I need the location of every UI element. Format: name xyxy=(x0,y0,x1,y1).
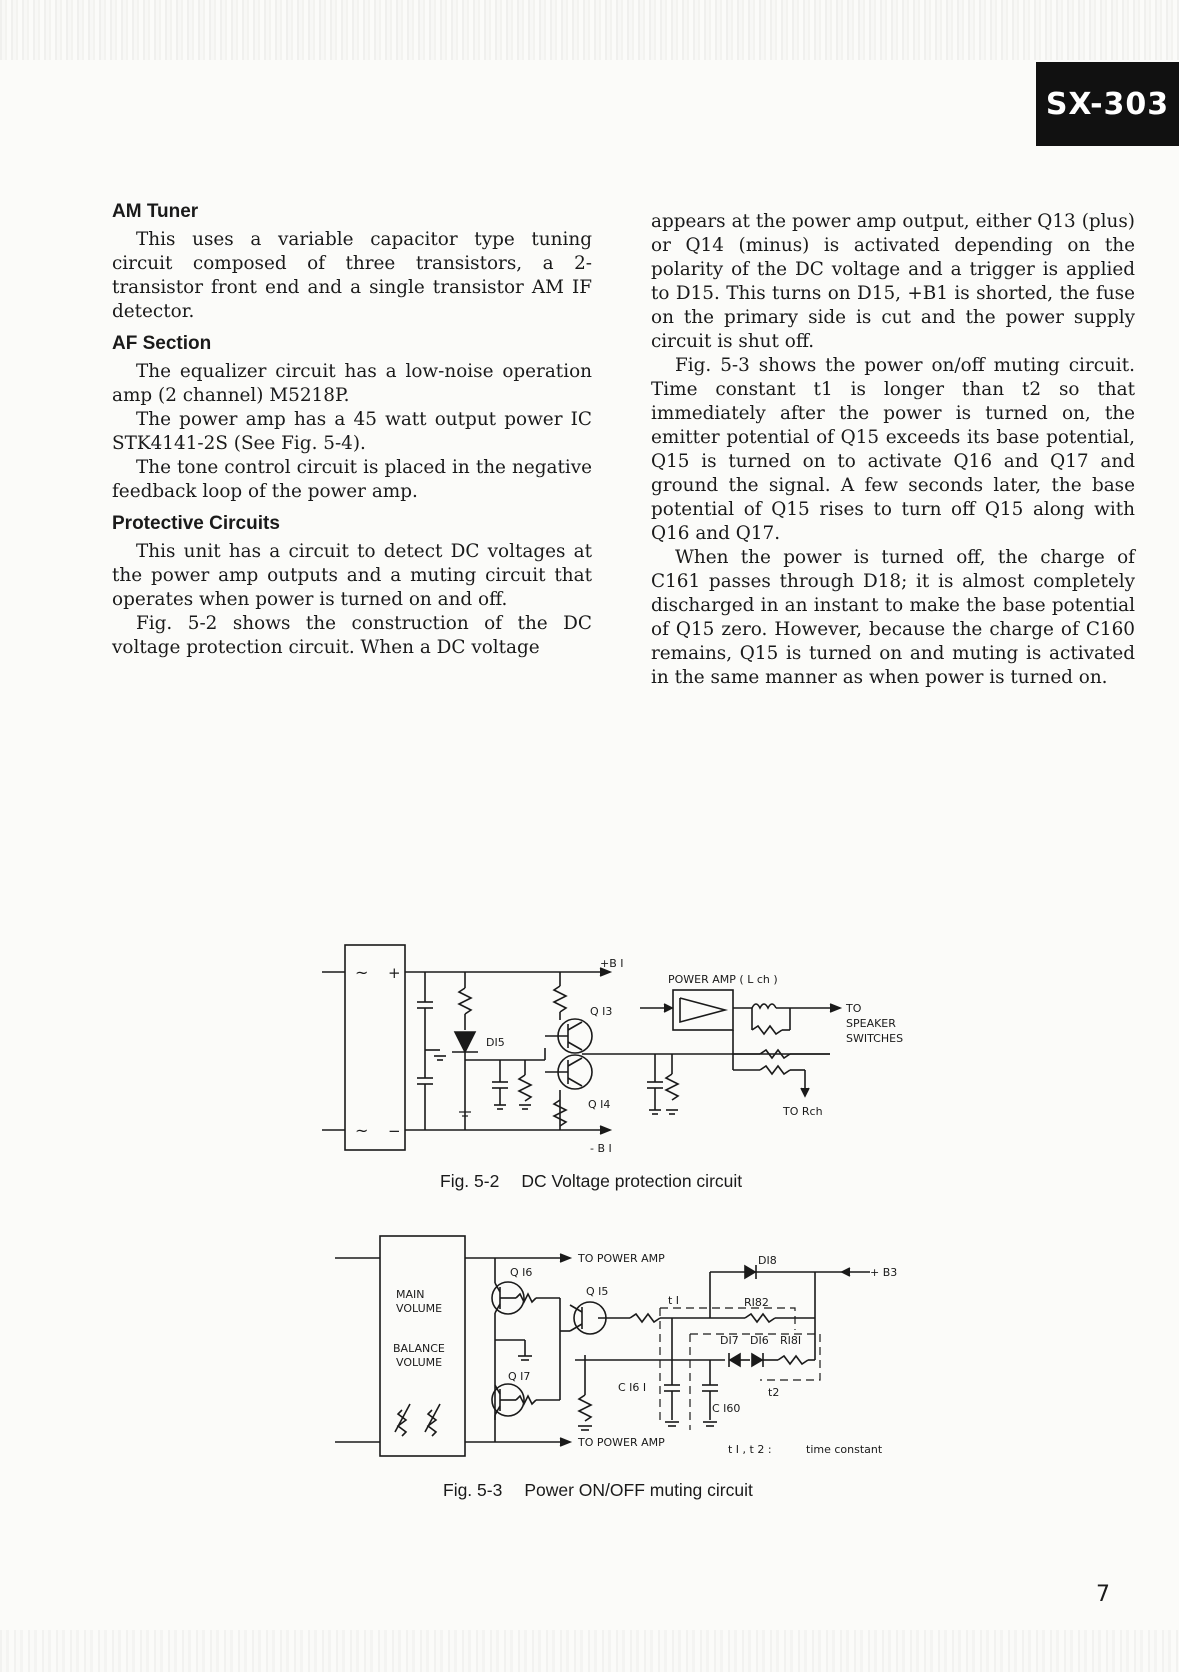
d17-label: DI7 xyxy=(720,1334,739,1347)
balance-label: BALANCE xyxy=(393,1342,445,1355)
figure-title: DC Voltage protection circuit xyxy=(521,1171,743,1191)
page-number: 7 xyxy=(1096,1582,1110,1607)
minus-terminal: − xyxy=(388,1122,401,1140)
c160-label: C I60 xyxy=(712,1402,741,1415)
q15-label: Q I5 xyxy=(586,1285,609,1298)
d18-label: DI8 xyxy=(758,1254,777,1267)
scan-noise-bottom xyxy=(0,1630,1179,1672)
figure-title: Power ON/OFF muting circuit xyxy=(524,1480,753,1500)
plus-terminal: + xyxy=(388,964,401,982)
paragraph: This unit has a circuit to detect DC voltages at the power amp outputs and a muting circuit that operates when power is turned on and off. xyxy=(112,541,592,610)
figure-number: Fig. 5-2 xyxy=(440,1171,500,1191)
q13-label: Q I3 xyxy=(590,1005,613,1018)
t2-label: t2 xyxy=(768,1386,780,1399)
figure-number: Fig. 5-3 xyxy=(443,1480,503,1500)
paragraph: This uses a variable capacitor type tuning circuit composed of three transistors, a 2-transistor front end and a single transistor AM IF detector. xyxy=(112,229,592,322)
legend-text: time constant xyxy=(806,1443,883,1456)
heading-protective-circuits: Protective Circuits xyxy=(112,513,280,534)
minus-b1-label: - B I xyxy=(590,1142,612,1155)
ac-tilde-bottom: ~ xyxy=(355,1121,369,1140)
ac-tilde-top: ~ xyxy=(355,963,369,982)
to-rch-label: TO Rch xyxy=(783,1105,823,1118)
switches-label: SWITCHES xyxy=(846,1032,904,1045)
legend-symbols: t I , t 2 : xyxy=(728,1443,772,1456)
volume-label-1: VOLUME xyxy=(396,1302,443,1315)
model-name: SX-303 xyxy=(1045,86,1170,122)
paragraph: appears at the power amp output, either Q13 (plus) or Q14 (minus) is activated depending on the polarity of the DC voltage and a trigger is applied to D15. This turns on D15, +B1 is shorted, the fuse on the primary side is cut and the power supply circuit is shut off. xyxy=(651,211,1135,352)
q16-label: Q I6 xyxy=(510,1266,533,1279)
t1-label: t I xyxy=(668,1294,680,1307)
power-amp-label: POWER AMP ( L ch ) xyxy=(668,973,778,986)
paragraph: The tone control circuit is placed in the negative feedback loop of the power amp. xyxy=(112,457,592,502)
paragraph: Fig. 5-2 shows the construction of the DC voltage protection circuit. When a DC voltage xyxy=(112,613,592,658)
r182-label: RI82 xyxy=(744,1296,769,1309)
plus-b1-label: +B I xyxy=(600,957,624,970)
to-power-amp-bottom: TO POWER AMP xyxy=(578,1436,665,1449)
volume-label-2: VOLUME xyxy=(396,1356,443,1369)
to-power-amp-top: TO POWER AMP xyxy=(578,1252,665,1265)
plus-b3-label: + B3 xyxy=(870,1266,898,1279)
figure-5-3-caption xyxy=(443,1480,753,1501)
main-label: MAIN xyxy=(396,1288,425,1301)
paragraph: Fig. 5-3 shows the power on/off muting circuit. Time constant t1 is longer than t2 so that immediately after the power is turned on, the emitter potential of Q15 exceeds its base potential, Q15 is turned on to activate Q16 and Q17 and ground the signal. A few seconds later, the base potential of Q15 rises to turn off Q15 along with Q16 and Q17. xyxy=(651,355,1135,544)
q14-label: Q I4 xyxy=(588,1098,611,1111)
paragraph: The equalizer circuit has a low-noise operation amp (2 channel) M5218P. xyxy=(112,361,592,406)
paragraph: When the power is turned off, the charge of C161 passes through D18; it is almost completely discharged in an instant to make the base potential of Q15 zero. However, because the charge of C160 remains, Q15 is turned on and muting is activated in the same manner as when power is turned on. xyxy=(651,547,1135,688)
heading-af-section: AF Section xyxy=(112,333,212,354)
c161-label: C I6 I xyxy=(618,1381,647,1394)
d16-label: DI6 xyxy=(750,1334,769,1347)
to-label: TO xyxy=(846,1002,862,1015)
q17-label: Q I7 xyxy=(508,1370,531,1383)
heading-am-tuner: AM Tuner xyxy=(112,201,199,222)
d15-label: DI5 xyxy=(486,1036,505,1049)
paragraph: The power amp has a 45 watt output power IC STK4141-2S (See Fig. 5-4). xyxy=(112,409,592,454)
speaker-label: SPEAKER xyxy=(846,1017,896,1030)
r181-label: RI8I xyxy=(780,1334,802,1347)
